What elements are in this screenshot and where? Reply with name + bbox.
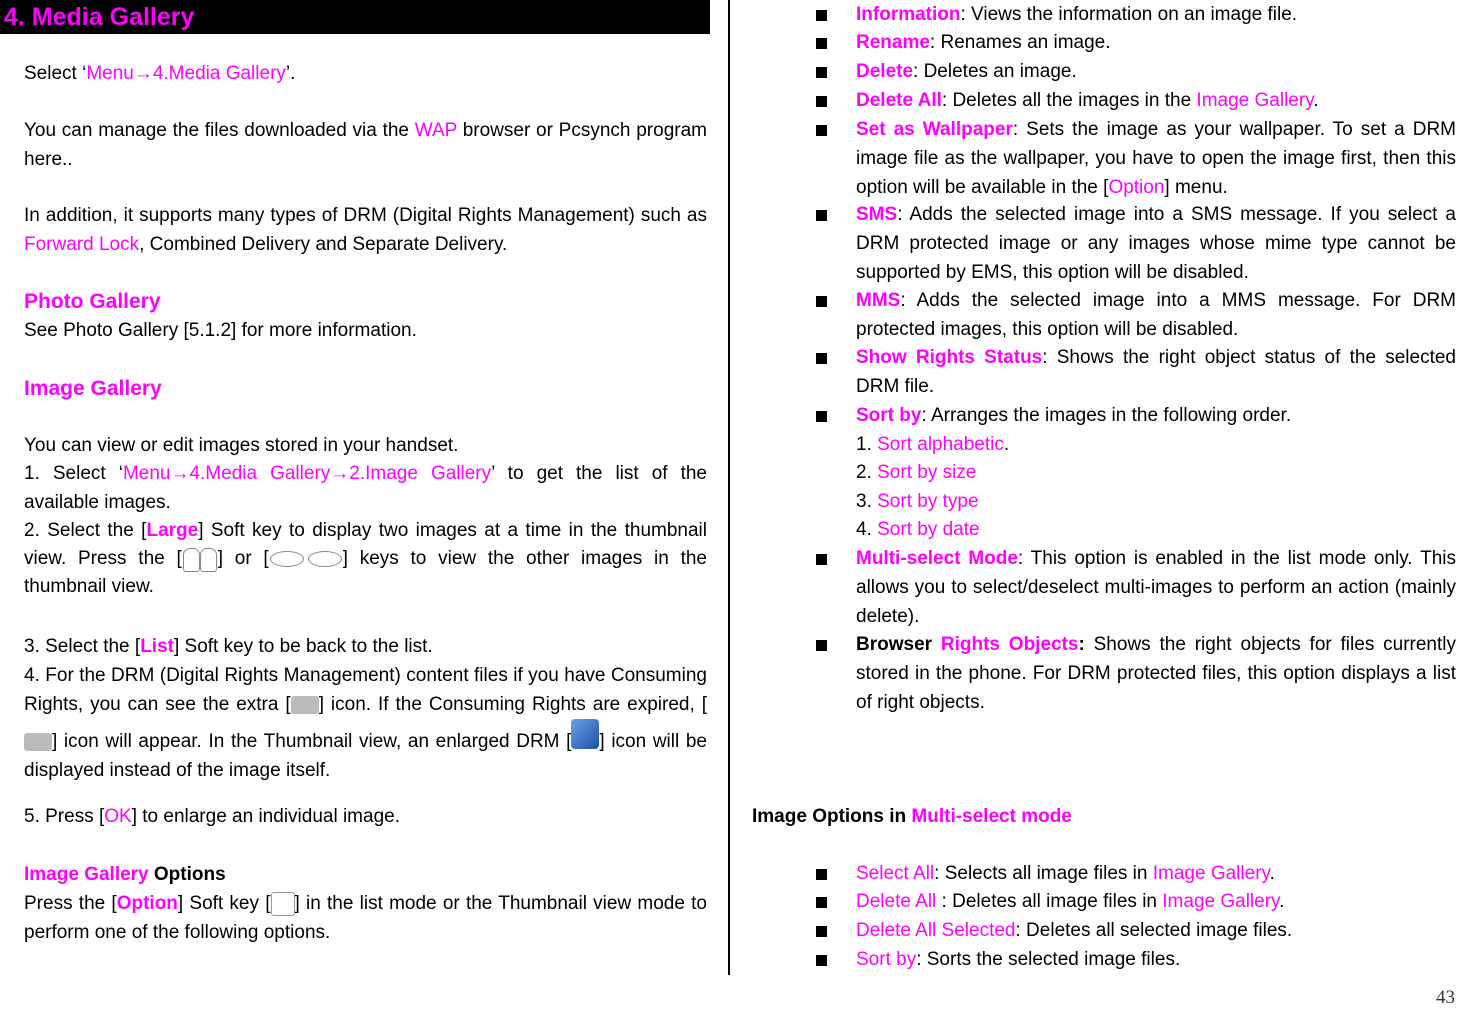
large-softkey: Large	[146, 520, 199, 541]
intro-select: Select ‘Menu→4.Media Gallery’.	[24, 63, 296, 84]
bullet	[816, 353, 827, 364]
option-sort-by: Sort by: Arranges the images in the following order.	[856, 405, 1292, 426]
bullet	[816, 897, 827, 908]
options-text: Press the [Option] Soft key [ ] in the list mode or the Thumbnail view mode to perform one of the following options.	[24, 893, 707, 943]
multi-sort-by: Sort by: Sorts the selected image files.	[856, 949, 1181, 970]
option-set-as-wallpaper: Set as Wallpaper: Sets the image as your wallpaper. To set a DRM image file as the wallpaper, you have to open the image first, then this option will be available in the [Option] menu.	[856, 119, 1456, 198]
multi-delete-all: Delete All : Deletes all image files in Image Gallery.	[856, 891, 1285, 912]
multi-select-heading: Image Options in Multi-select mode	[752, 806, 1072, 827]
bullet	[816, 125, 827, 136]
sort-option: 4. Sort by date	[856, 519, 980, 540]
multi-select-all: Select All: Selects all image files in Image Gallery.	[856, 863, 1275, 884]
option-softkey: Option	[116, 893, 178, 914]
bullet	[816, 96, 827, 107]
bullet	[816, 411, 827, 422]
sort-option: 3. Sort by type	[856, 491, 979, 512]
bullet	[816, 296, 827, 307]
bullet	[816, 640, 827, 651]
option-delete: Delete: Deletes an image.	[856, 61, 1077, 82]
up-down-key-icon	[182, 546, 218, 572]
bullet	[816, 926, 827, 937]
step-3: 3. Select the [List] Soft key to be back to the list.	[24, 636, 433, 657]
option-browser-rights-objects: Browser Rights Objects: Shows the right objects for files currently stored in the phone. For DRM protected files, this option displays a list of right objects.	[856, 634, 1456, 713]
wap-link: WAP	[414, 120, 457, 141]
bullet	[816, 554, 827, 565]
sort-option: 2. Sort by size	[856, 462, 977, 483]
step-1: 1. Select ‘Menu→4.Media Gallery→2.Image Gallery’ to get the list of the available images.	[24, 463, 707, 513]
option-sms: SMS: Adds the selected image into a SMS message. If you select a DRM protected image or any images whose mime type cannot be supported by EMS, this option will be disabled.	[856, 204, 1456, 283]
option-information: Information: Views the information on an image file.	[856, 4, 1298, 25]
photo-gallery-text: See Photo Gallery [5.1.2] for more information.	[24, 320, 417, 341]
left-right-key-icon	[269, 550, 343, 568]
options-heading: Image Gallery Options	[24, 864, 226, 885]
section-title: 4. Media Gallery	[0, 0, 710, 34]
intro-manage: You can manage the files downloaded via the WAP browser or Pcsynch program here..	[24, 120, 707, 170]
expired-key-icon	[24, 733, 52, 751]
step-4: 4. For the DRM (Digital Rights Management) content files if you have Consuming Rights, you can see the extra [ ] icon. If the Consuming Rights are expired, [] icon will appear. In the Thumbnail view, an enlarged DRM [ ] icon will be displayed instead of the image itself.	[24, 665, 707, 781]
sort-option: 1. Sort alphabetic.	[856, 434, 1010, 455]
photo-gallery-heading: Photo Gallery	[24, 290, 161, 313]
menu-path: Menu→4.Media Gallery	[86, 63, 286, 84]
option-delete-all: Delete All: Deletes all the images in the Image Gallery.	[856, 90, 1319, 111]
image-gallery-intro: You can view or edit images stored in your handset.	[24, 435, 459, 456]
option-multi-select-mode: Multi-select Mode: This option is enabled in the list mode only. This allows you to select/deselect multi-images to perform an action (mainly delete).	[856, 548, 1457, 627]
bullet	[816, 869, 827, 880]
column-divider	[728, 0, 730, 975]
step-2: 2. Select the [Large] Soft key to display two images at a time in the thumbnail view. Press the [ ] or [ ] keys to view the other images in the thumbnail view.	[24, 520, 708, 597]
intro-drm: In addition, it supports many types of DRM (Digital Rights Management) such as Forward Lock, Combined Delivery and Separate Delivery.	[24, 205, 707, 255]
ok-key: OK	[104, 806, 132, 827]
bullet	[816, 67, 827, 78]
option-mms: MMS: Adds the selected image into a MMS message. For DRM protected images, this option will be disabled.	[856, 290, 1456, 340]
list-softkey: List	[140, 636, 174, 657]
bullet	[816, 955, 827, 966]
key-icon	[291, 696, 319, 714]
bullet	[816, 210, 827, 221]
forward-lock: Forward Lock	[24, 234, 140, 255]
bullet	[816, 38, 827, 49]
option-rename: Rename: Renames an image.	[856, 32, 1111, 53]
softkey-icon	[271, 892, 295, 916]
option-show-rights-status: Show Rights Status: Shows the right object status of the selected DRM file.	[856, 347, 1456, 397]
image-gallery-path: Menu→4.Media Gallery→2.Image Gallery	[122, 463, 492, 484]
page-number: 43	[1436, 987, 1455, 1008]
multi-delete-all-selected: Delete All Selected: Deletes all selected image files.	[856, 920, 1293, 941]
step-5: 5. Press [OK] to enlarge an individual image.	[24, 806, 400, 827]
image-gallery-heading: Image Gallery	[24, 377, 162, 400]
drm-icon	[571, 719, 599, 749]
bullet	[816, 10, 827, 21]
